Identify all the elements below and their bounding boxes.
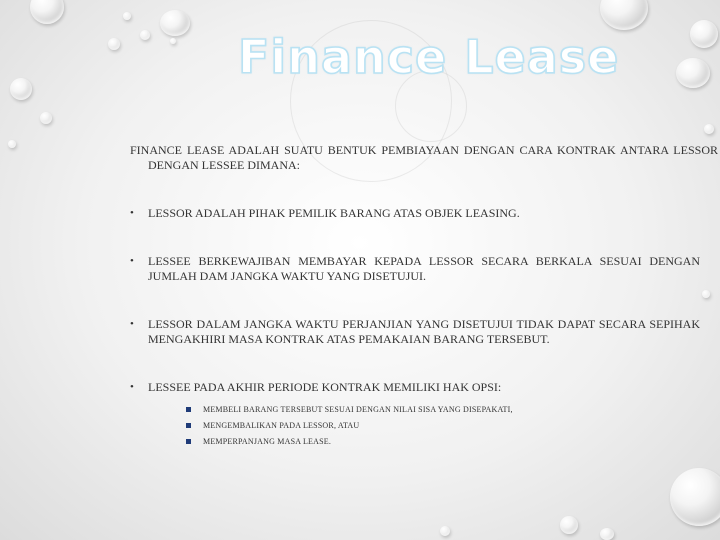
- water-drop-decoration: [600, 528, 614, 540]
- water-drop-decoration: [690, 20, 718, 48]
- water-drop-decoration: [123, 12, 131, 20]
- water-drop-decoration: [600, 0, 648, 30]
- sub-bullet-text: MENGEMBALIKAN PADA LESSOR, ATAU: [203, 421, 360, 430]
- bullet-list: [130, 206, 700, 450]
- water-drop-decoration: [40, 112, 52, 124]
- water-drop-decoration: [704, 124, 714, 134]
- water-drop-decoration: [10, 78, 32, 100]
- intro-paragraph: FINANCE LEASE ADALAH SUATU BENTUK PEMBIAYAAN DENGAN CARA KONTRAK ANTARA LESSOR DENGAN LESSEE DIMANA:: [130, 143, 718, 172]
- water-drop-decoration: [170, 38, 176, 44]
- sub-list-item: [186, 402, 700, 418]
- bullet-icon: •: [130, 207, 134, 219]
- sub-bullet-text: MEMPERPANJANG MASA LEASE.: [203, 437, 332, 446]
- water-drop-decoration: [160, 10, 190, 36]
- water-drop-decoration: [30, 0, 64, 24]
- bullet-text: LESSOR DALAM JANGKA WAKTU PERJANJIAN YANG DISETUJUI TIDAK DAPAT SECARA SEPIHAK MENGAKHIRI MASA KONTRAK ATAS PEMAKAIAN BARANG TERSEBUT.: [148, 317, 700, 346]
- slide-title: Finance Lease: [238, 30, 620, 84]
- square-bullet-icon: [186, 407, 191, 412]
- bullet-icon: •: [130, 381, 134, 393]
- list-item: [130, 254, 700, 284]
- water-drop-decoration: [670, 468, 720, 526]
- sub-list-item: [186, 434, 700, 450]
- water-drop-decoration: [108, 38, 120, 50]
- bullet-icon: •: [130, 255, 134, 267]
- square-bullet-icon: [186, 423, 191, 428]
- water-drop-decoration: [676, 58, 710, 88]
- list-item: [130, 317, 700, 347]
- list-item: [130, 206, 700, 221]
- sub-bullet-list: [148, 402, 700, 450]
- sub-list-item: [186, 418, 700, 434]
- water-drop-decoration: [560, 516, 578, 534]
- list-item: [130, 380, 700, 450]
- bullet-text: LESSOR ADALAH PIHAK PEMILIK BARANG ATAS OBJEK LEASING.: [148, 206, 520, 220]
- water-drop-decoration: [702, 290, 710, 298]
- water-drop-decoration: [8, 140, 16, 148]
- bullet-text: LESSEE PADA AKHIR PERIODE KONTRAK MEMILIKI HAK OPSI:: [148, 380, 502, 394]
- bullet-text: LESSEE BERKEWAJIBAN MEMBAYAR KEPADA LESSOR SECARA BERKALA SESUAI DENGAN JUMLAH DAM JANGKA WAKTU YANG DISETUJUI.: [148, 254, 700, 283]
- bullet-icon: •: [130, 318, 134, 330]
- square-bullet-icon: [186, 439, 191, 444]
- water-drop-decoration: [140, 30, 150, 40]
- water-drop-decoration: [440, 526, 450, 536]
- sub-bullet-text: MEMBELI BARANG TERSEBUT SESUAI DENGAN NILAI SISA YANG DISEPAKATI,: [203, 405, 513, 414]
